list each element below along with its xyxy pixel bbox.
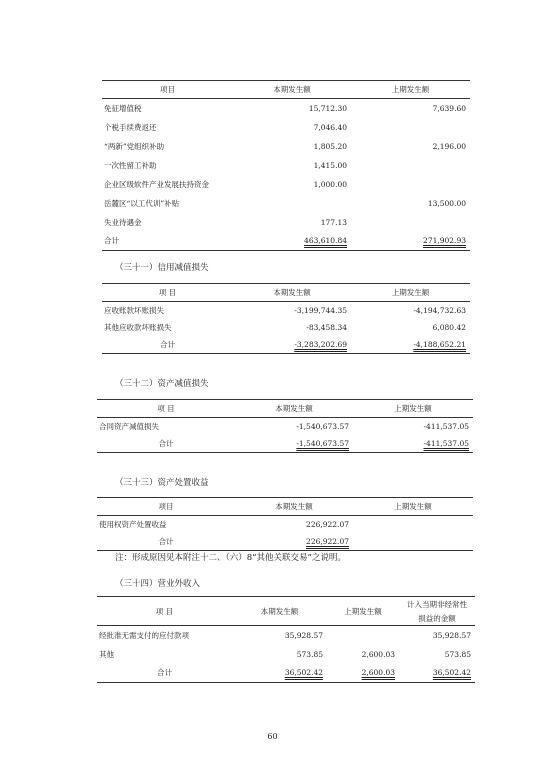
table-row bbox=[102, 319, 470, 336]
footnote: 注：形成原因见本附注十二、（六）8“其他关联交易”之说明。 bbox=[115, 553, 346, 563]
prior-period-cell bbox=[351, 118, 470, 137]
row-label: 企业区级软件产业发展扶持资金 bbox=[104, 179, 209, 189]
column-header: 计入当期非经常性 bbox=[399, 597, 475, 612]
column-header: 本期发生额 bbox=[233, 284, 351, 302]
row-label: 个税手续费返还 bbox=[104, 122, 157, 132]
prior-period-cell bbox=[353, 516, 473, 534]
total-row bbox=[97, 664, 475, 683]
column-header: 本期发生额 bbox=[233, 81, 351, 99]
column-header: 本期发生额 bbox=[235, 400, 353, 418]
row-label: 合计 bbox=[97, 435, 235, 453]
asset-disposal-table bbox=[97, 497, 473, 551]
page-number: 60 bbox=[267, 732, 278, 741]
table-header-row bbox=[97, 597, 475, 612]
non-operating-income-table bbox=[97, 596, 475, 683]
column-header: 项 目 bbox=[97, 400, 235, 418]
row-label: 使用权资产处置收益 bbox=[99, 520, 167, 529]
column-header: 项目 bbox=[102, 81, 233, 99]
prior-period-cell: -411,537.05 bbox=[423, 422, 469, 431]
table-row bbox=[102, 175, 470, 194]
column-header: 上期发生额 bbox=[353, 400, 473, 418]
table-row bbox=[97, 626, 475, 645]
row-label: 一次性留工补助 bbox=[104, 160, 157, 170]
column-header: 项 目 bbox=[102, 284, 233, 302]
total-current-cell: 36,502.42 bbox=[284, 668, 323, 678]
row-label: 其他 bbox=[99, 649, 114, 659]
table-row bbox=[102, 302, 470, 320]
prior-period-cell: 7,639.60 bbox=[432, 103, 466, 113]
row-label: 合计 bbox=[102, 336, 233, 354]
current-period-cell bbox=[233, 194, 351, 213]
table-row bbox=[97, 645, 475, 664]
total-row bbox=[102, 336, 470, 354]
total-row bbox=[97, 533, 473, 551]
table-row bbox=[102, 213, 470, 232]
row-label: 合计 bbox=[97, 533, 235, 551]
prior-period-cell: 6,080.42 bbox=[432, 323, 466, 332]
current-period-cell: 7,046.40 bbox=[313, 122, 347, 132]
column-header: 本期发生额 bbox=[235, 498, 353, 516]
prior-period-cell: 13,500.00 bbox=[427, 198, 466, 208]
current-period-cell: -3,199,744.35 bbox=[294, 306, 347, 315]
row-label: 合计 bbox=[102, 232, 233, 251]
column-header: 上期发生额 bbox=[353, 498, 473, 516]
current-period-cell: 1,805.20 bbox=[313, 141, 347, 151]
current-period-cell: -1,540,673.57 bbox=[296, 422, 349, 431]
prior-period-cell bbox=[351, 175, 470, 194]
total-current-cell: 226,922.07 bbox=[306, 537, 349, 546]
total-prior-cell: -411,537.05 bbox=[423, 439, 469, 448]
prior-period-cell: 2,600.03 bbox=[361, 649, 395, 659]
total-non-recurring-cell: 36,502.42 bbox=[432, 668, 471, 678]
prior-period-cell bbox=[351, 156, 470, 175]
table-header-row bbox=[102, 81, 470, 99]
prior-period-cell bbox=[327, 626, 399, 645]
non-recurring-cell: 35,928.57 bbox=[432, 630, 471, 640]
row-label: 经批准无需支付的应付款项 bbox=[99, 630, 189, 640]
prior-period-cell bbox=[351, 213, 470, 232]
row-label: 合计 bbox=[97, 664, 232, 683]
row-label: 免征增值税 bbox=[104, 103, 142, 113]
total-prior-cell: 271,902.93 bbox=[423, 236, 466, 246]
section-title: （三十三）资产处置收益 bbox=[115, 478, 209, 488]
row-label: 合同资产减值损失 bbox=[99, 422, 159, 431]
row-label: 岳麓区“以工代训”补贴 bbox=[104, 198, 180, 208]
column-header: 损益的金额 bbox=[399, 611, 475, 626]
total-prior-cell: -4,188,652.21 bbox=[413, 340, 466, 349]
current-period-cell: 177.13 bbox=[320, 217, 347, 227]
row-label: “两新”党组织补助 bbox=[104, 141, 165, 151]
total-current-cell: -1,540,673.57 bbox=[296, 439, 349, 448]
column-header: 上期发生额 bbox=[351, 284, 470, 302]
section-title: （三十四）营业外收入 bbox=[115, 579, 201, 589]
section-title: （三十二）资产减值损失 bbox=[115, 379, 209, 389]
current-period-cell: 15,712.30 bbox=[308, 103, 347, 113]
table-header-row bbox=[97, 400, 473, 418]
column-header: 项目 bbox=[97, 498, 235, 516]
row-label: 应收账款坏账损失 bbox=[104, 306, 164, 315]
total-row bbox=[97, 435, 473, 453]
column-header: 上期发生额 bbox=[327, 597, 399, 626]
section-title: （三十一）信用减值损失 bbox=[115, 263, 209, 273]
table-header-row bbox=[102, 284, 470, 302]
current-period-cell: -83,458.34 bbox=[306, 323, 347, 332]
table-row bbox=[102, 99, 470, 118]
non-recurring-cell: 573.85 bbox=[444, 649, 471, 659]
column-header: 项 目 bbox=[97, 597, 232, 626]
total-prior-cell: 2,600.03 bbox=[361, 668, 395, 678]
total-row bbox=[102, 232, 470, 251]
table-row bbox=[97, 516, 473, 534]
asset-impairment-table bbox=[97, 399, 473, 453]
prior-period-cell: 2,196.00 bbox=[432, 141, 466, 151]
current-period-cell: 226,922.07 bbox=[306, 520, 349, 529]
current-period-cell: 1,000.00 bbox=[313, 179, 347, 189]
table-row bbox=[97, 418, 473, 436]
table-row bbox=[102, 118, 470, 137]
subsidy-table bbox=[102, 80, 470, 251]
column-header: 上期发生额 bbox=[351, 81, 470, 99]
current-period-cell: 35,928.57 bbox=[284, 630, 323, 640]
current-period-cell: 1,415.00 bbox=[313, 160, 347, 170]
table-row bbox=[102, 137, 470, 156]
table-row bbox=[102, 194, 470, 213]
current-period-cell: 573.85 bbox=[296, 649, 323, 659]
total-current-cell: -3,283,202.69 bbox=[294, 340, 347, 349]
row-label: 其他应收款坏账损失 bbox=[104, 323, 172, 332]
table-header-row bbox=[97, 498, 473, 516]
table-row bbox=[102, 156, 470, 175]
total-current-cell: 463,610.84 bbox=[304, 236, 347, 246]
column-header: 本期发生额 bbox=[232, 597, 327, 626]
prior-period-cell: -4,194,732.63 bbox=[413, 306, 466, 315]
credit-impairment-table bbox=[102, 283, 470, 354]
row-label: 失业待遇金 bbox=[104, 217, 142, 227]
